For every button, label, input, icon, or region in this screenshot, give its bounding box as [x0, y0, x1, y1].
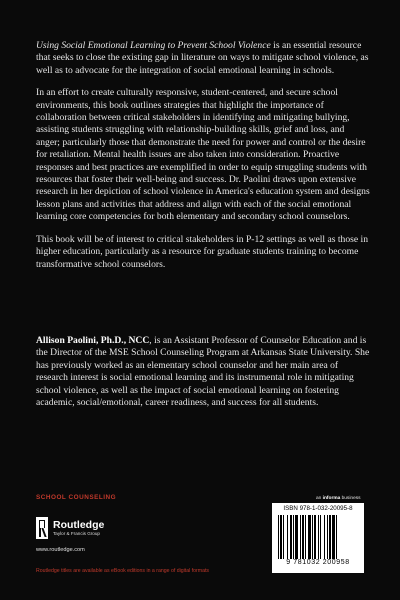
author-bio-text: , is an Assistant Professor of Counselor Education and is the Director of the MSE School Counseling Program at Arkansas State University. She has previously worked as an elementary school counselor and her main area of research interest is social emotional learning and its instrumental role in mitigating school violence, as well as the impact of social emotional learning on fostering academic, social/emotional, career readiness, and success for all students. [36, 335, 370, 409]
isbn-number: ISBN 978-1-032-20095-8 [283, 505, 353, 512]
informa-business-label [316, 496, 361, 501]
book-title: Using Social Emotional Learning to Prevent School Violence [36, 40, 271, 51]
description-paragraph-2: In an effort to create culturally responsive, student-centered, and secure school environments, this book outlines strategies that highlight the importance of collaboration between critical stakeholders in identifying and mitigating bullying, assisting students struggling with relationship-building skills, grief and loss, and anger; particularly those that demonstrate the need for power and control or the desire for retaliation. Mental health issues are also taken into consideration. Proactive responses and best practices are exemplified in order to equip struggling students with resources that foster their well-being and success. Dr. Paolini draws upon extensive research in her depiction of school violence in America's education system and designs lesson plans and activities that address and align with each of the social emotional learning core competencies for both elementary and secondary school counselors. [36, 87, 370, 223]
author-name: Allison Paolini, Ph.D., NCC [36, 335, 150, 346]
book-description [36, 40, 370, 281]
publisher-group: Taylor & Francis Group [53, 530, 100, 536]
description-paragraph-1-text: is an essential resource that seeks to close the existing gap in literature on ways to mitigate school violence, as well as to advocate for the integration of social emotional learning in schools. [36, 40, 369, 76]
isbn-barcode [272, 503, 364, 573]
ebook-note: Routledge titles are available as eBook editions in a range of digital formats [36, 568, 210, 574]
barcode-digits: 9 781032 200958 [286, 559, 350, 566]
author-bio [36, 335, 370, 409]
publisher-name: Routledge [53, 518, 105, 531]
routledge-logo-icon [36, 517, 48, 539]
subject-category: SCHOOL COUNSELING [36, 494, 117, 501]
publisher-logo [36, 517, 104, 539]
informa-suffix: business [340, 496, 361, 501]
publisher-website: www.routledge.com [36, 547, 85, 553]
barcode-icon [278, 515, 358, 559]
description-paragraph-3: This book will be of interest to critical stakeholders in P-12 settings as well as those in higher education, particularly as a resource for graduate students training to become transformative school counselors. [36, 233, 368, 270]
informa-prefix: an [316, 496, 323, 501]
description-paragraph-1 [36, 40, 370, 77]
informa-brand: informa [322, 496, 341, 501]
